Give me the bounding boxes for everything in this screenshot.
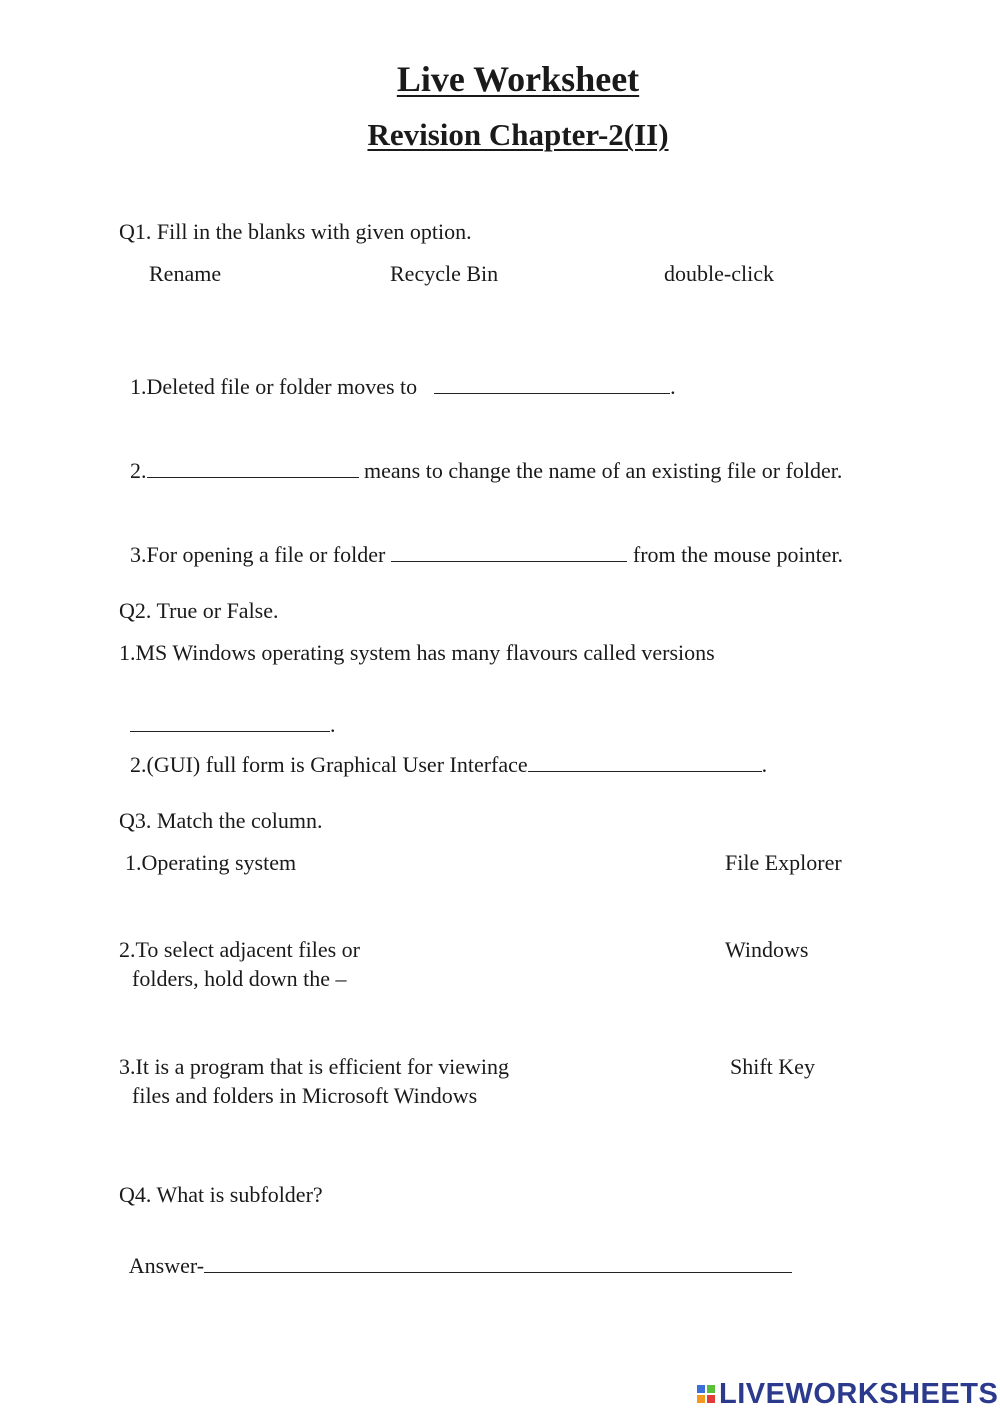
logo-grid-icon	[697, 1385, 715, 1403]
q1-item-1-end: .	[670, 374, 676, 399]
q4-heading: Q4. What is subfolder?	[119, 1182, 323, 1207]
q1-option-recycle-bin: Recycle Bin	[390, 261, 499, 286]
q4-answer-label: Answer-	[128, 1253, 205, 1278]
q1-item-3-end: from the mouse pointer.	[627, 542, 844, 567]
worksheet-title: Live Worksheet	[396, 59, 640, 99]
q2-item-2-blank-input[interactable]	[528, 751, 762, 772]
q1-item-3-blank-input[interactable]	[391, 541, 627, 562]
q1-option-rename: Rename	[149, 261, 222, 286]
logo-text: LIVEWORKSHEETS	[719, 1377, 999, 1410]
q1-item-2-blank-input[interactable]	[147, 457, 359, 478]
q3-left-item-2-line1: 2.To select adjacent files or	[119, 937, 360, 962]
q2-item-2-end: .	[761, 752, 768, 777]
q1-item-3	[119, 513, 843, 569]
liveworksheets-logo	[697, 1376, 998, 1412]
q1-item-2-number: 2.	[130, 458, 147, 483]
worksheet-subtitle: Revision Chapter-2(II)	[367, 117, 669, 152]
q3-left-item-2-line2: folders, hold down the –	[132, 966, 347, 991]
q3-right-item-2[interactable]: Windows	[725, 937, 809, 962]
q3-right-item-3[interactable]: Shift Key	[730, 1054, 815, 1079]
q2-heading: Q2. True or False.	[119, 598, 279, 623]
q3-heading: Q3. Match the column.	[119, 808, 323, 833]
logo-square-red	[707, 1395, 715, 1403]
q4-answer	[119, 1224, 792, 1280]
q1-item-1	[119, 345, 676, 401]
q2-item-1-end: .	[330, 712, 336, 737]
q2-item-1-text: 1.MS Windows operating system has many flavours called versions	[119, 640, 715, 665]
q3-left-item-1: 1.Operating system	[125, 850, 297, 875]
q1-item-1-blank-input[interactable]	[434, 373, 670, 394]
q1-item-3-text: 3.For opening a file or folder	[130, 542, 386, 567]
q1-item-2	[119, 429, 842, 485]
logo-square-green	[707, 1385, 715, 1393]
logo-square-orange	[697, 1395, 705, 1403]
q3-right-item-1[interactable]: File Explorer	[725, 850, 842, 875]
q1-item-2-text: means to change the name of an existing file or folder.	[358, 458, 843, 483]
q2-item-2-text: 2.(GUI) full form is Graphical User Interface	[130, 752, 528, 777]
q1-item-1-text: 1.Deleted file or folder moves to	[130, 374, 418, 399]
logo-square-blue	[697, 1385, 705, 1393]
q1-heading: Q1. Fill in the blanks with given option.	[119, 219, 472, 244]
q1-option-double-click: double-click	[664, 261, 774, 286]
q3-left-item-3-line2: files and folders in Microsoft Windows	[132, 1083, 478, 1108]
q3-left-item-3-line1: 3.It is a program that is efficient for viewing	[119, 1054, 509, 1079]
q2-item-2	[119, 723, 767, 779]
q4-answer-blank-input[interactable]	[204, 1252, 792, 1273]
